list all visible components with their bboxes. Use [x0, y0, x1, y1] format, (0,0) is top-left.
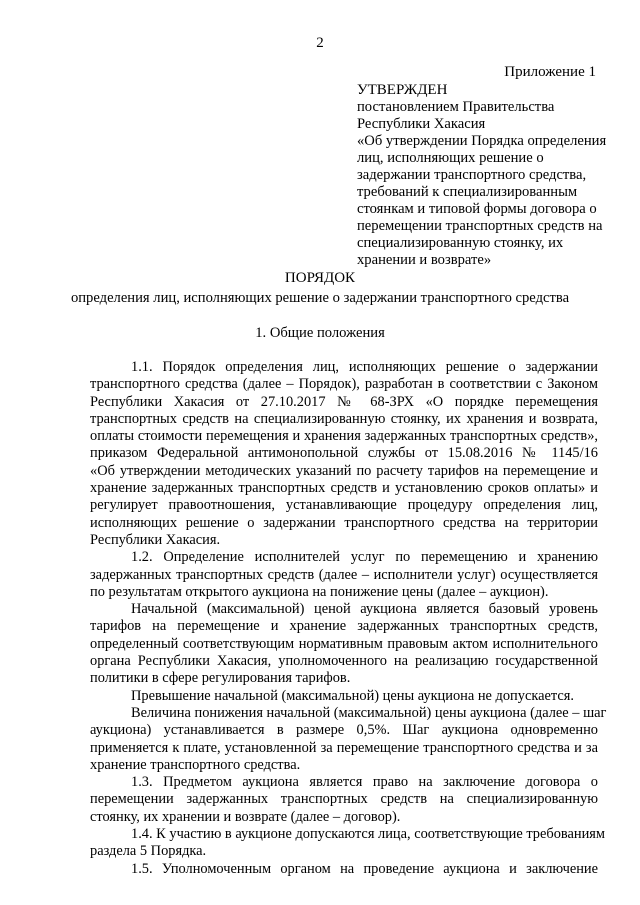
paragraph — [90, 359, 598, 549]
paragraph-line: Превышение начальной (максимальной) цены аукциона не допускается. — [131, 687, 574, 704]
paragraph-line: приказом Федеральной антимонопольной службы от 15.08.2016 № 1145/16 — [90, 445, 598, 462]
approval-line: стоянкам и типовой формы договора о — [357, 201, 597, 217]
approval-block — [357, 82, 607, 269]
approval-title: УТВЕРЖДЕН — [357, 82, 448, 98]
paragraph — [90, 826, 606, 861]
page-number: 2 — [316, 35, 324, 51]
paragraph-line: перемещении задержанных транспортных средств на специализированную — [90, 791, 598, 808]
paragraph-line: 1.4. К участию в аукционе допускаются лица, соответствующие требованиям — [131, 826, 606, 843]
paragraph-line: определенный соответствующим нормативным правовым актом исполнительного — [90, 635, 598, 652]
approval-text — [357, 99, 607, 269]
paragraph-line: политики в сфере регулирования тарифов. — [90, 670, 351, 687]
paragraph-line: Республики Хакасия. — [90, 531, 221, 548]
document-subtitle: определения лиц, исполняющих решение о задержании транспортного средства — [70, 290, 570, 306]
document-body — [90, 359, 607, 878]
approval-line: перемещении транспортных средств на — [357, 218, 603, 234]
paragraph-line: 1.5. Уполномоченным органом на проведение аукциона и заключение — [131, 860, 598, 877]
paragraph-line: исполняющих решение о задержании транспортного средства на территории — [90, 514, 598, 531]
paragraph-line: транспортного средства (далее – Порядок), разработан в соответствии с Законом — [90, 376, 598, 393]
paragraph-line: 1.1. Порядок определения лиц, исполняющих решение о задержании — [131, 359, 598, 375]
approval-line: специализированную стоянку, их — [357, 235, 564, 251]
section-heading: 1. Общие положения — [255, 325, 385, 341]
approval-line: лиц, исполняющих решение о — [357, 150, 544, 166]
paragraph-line: органа Республики Хакасия, уполномоченного на реализацию государственной — [90, 653, 598, 670]
paragraph-line: по результатам открытого аукциона на понижение цены (далее – аукцион). — [90, 583, 549, 600]
document-title: ПОРЯДОК — [284, 270, 356, 286]
paragraph-line: хранение задержанных транспортных средств и установлению сроков оплаты» и — [90, 480, 598, 497]
approval-line: «Об утверждении Порядка определения — [357, 133, 607, 149]
paragraph-line: Величина понижения начальной (максимальной) цены аукциона (далее – шаг — [131, 704, 607, 721]
paragraph-line: «Об утверждении методических указаний по расчету тарифов на перемещение и — [90, 462, 598, 479]
paragraph-line: Начальной (максимальной) ценой аукциона является базовый уровень — [131, 601, 598, 618]
paragraph-line: хранение транспортного средства. — [90, 756, 301, 773]
approval-line: задержании транспортного средства, — [357, 167, 587, 183]
approval-line: требований к специализированным — [357, 184, 578, 200]
paragraph-line: 1.2. Определение исполнителей услуг по перемещению и хранению — [131, 549, 598, 566]
paragraph-line: раздела 5 Порядка. — [90, 843, 207, 860]
paragraph-line: задержанных транспортных средств (далее – исполнители услуг) осуществляется — [90, 566, 598, 583]
paragraph-line: применяется к плате, установленной за перемещение транспортного средства и за — [90, 739, 598, 756]
paragraph — [90, 549, 598, 601]
paragraph — [90, 861, 598, 878]
paragraph — [90, 774, 598, 826]
paragraph-line: стоянку, их хранении и возврате (далее – договор). — [90, 808, 401, 825]
paragraph-line: регулирует правоотношения, устанавливающие процедуру определения лиц, — [90, 497, 598, 514]
appendix-label: Приложение 1 — [504, 64, 596, 80]
paragraph-line: Республики Хакасия от 27.10.2017 № 68-ЗРХ «О порядке перемещения — [90, 393, 598, 410]
paragraph-line: 1.3. Предметом аукциона является право на заключение договора о — [131, 774, 598, 791]
paragraph — [90, 601, 598, 687]
paragraph — [90, 704, 607, 774]
paragraph-line: оплаты стоимости перемещения и хранения задержанных транспортных средств», — [90, 428, 598, 445]
paragraph-line: тарифов на перемещение и хранение задержанных транспортных средств, — [90, 618, 598, 635]
approval-line: хранении и возврате» — [357, 252, 492, 268]
paragraph — [90, 688, 598, 705]
paragraph-line: аукциона) устанавливается в размере 0,5%. Шаг аукциона одновременно — [90, 722, 598, 739]
approval-line: Республики Хакасия — [357, 116, 486, 132]
approval-line: постановлением Правительства — [357, 99, 555, 115]
paragraph-line: транспортных средств на специализированную стоянку, их хранения и возврата, — [90, 410, 598, 427]
